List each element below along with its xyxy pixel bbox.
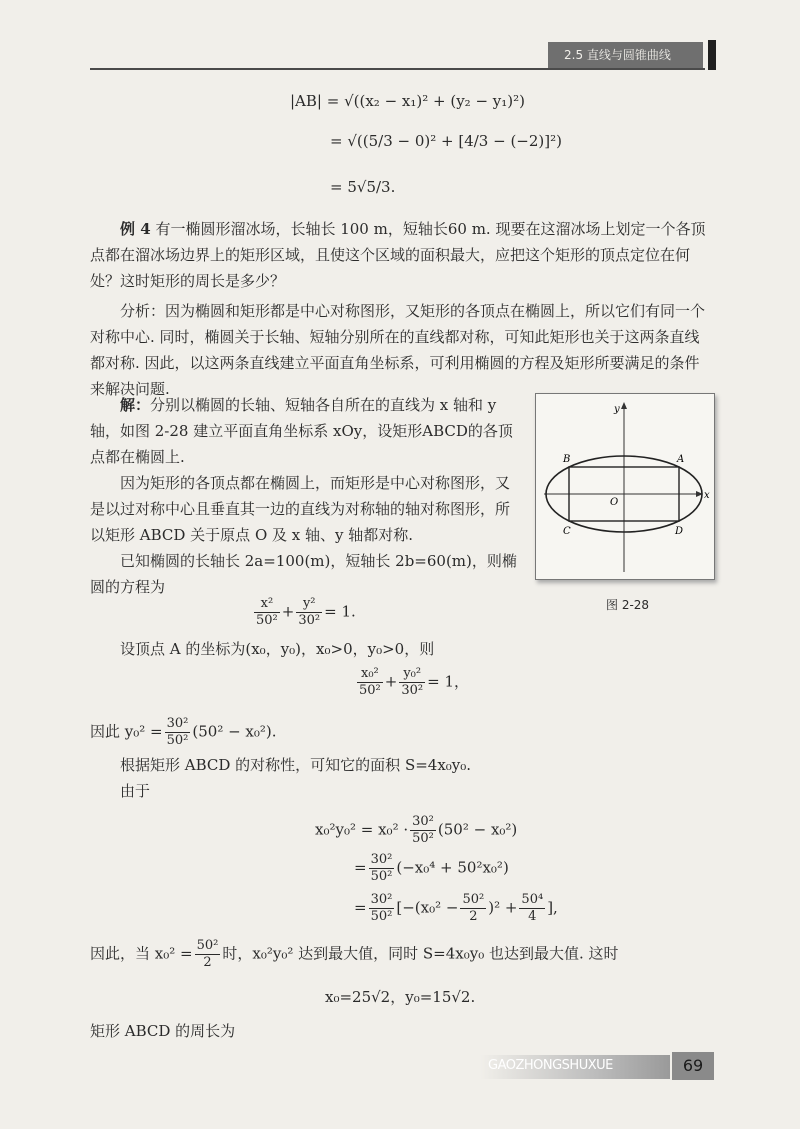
- label-d: D: [675, 526, 684, 537]
- label-c: C: [563, 526, 571, 537]
- analysis-paragraph: 分析：因为椭圆和矩形都是中心对称图形，又矩形的各顶点在椭圆上，所以它们有同一个对称中心. 同时，椭圆关于长轴、短轴分别所在的直线都对称，可知此矩形也关于这两条直线都对称. 因此，以这两条直线建立平面直角坐标系，可利用椭圆的方程及矩形所要满足的条件来解决问题.: [90, 302, 706, 398]
- ellipse-equation: $\frac{\text{x²}}{\text{50²}}$ + $\frac{\text{y²}}{\text{30²}}$ = 1.: [256, 596, 356, 628]
- label-x: x: [704, 490, 710, 501]
- figure-caption: 图 2-28: [606, 598, 650, 612]
- solution-p1: [90, 392, 520, 470]
- calc-line3: = $\frac{\text{30²}}{\text{50²}}$ [−(x₀² − $\frac{\text{50²}}{2}$ )² + $\frac{\text{50⁴}}{4}$ ],: [354, 892, 558, 924]
- point-equation: $\frac{\text{x₀²}}{\text{50²}}$ + $\frac{\text{y₀²}}{\text{30²}}$ = 1，: [359, 666, 469, 698]
- solution-p4: 设顶点 A 的坐标为(x₀，y₀)，x₀>0，y₀>0，则: [120, 640, 435, 658]
- label-a: A: [677, 454, 685, 465]
- example-4: [90, 216, 710, 294]
- solution-p6: 根据矩形 ABCD 的对称性，可知它的面积 S=4x₀y₀.: [120, 756, 472, 774]
- calc-line1: x₀²y₀² = x₀² · $\frac{\text{30²}}{\text{50²}}$ (50² − x₀²): [315, 814, 518, 846]
- solution-p8: 因此，当 x₀² = $\frac{\text{50²}}{2}$ 时，x₀²y₀² 达到最大值，同时 S=4x₀y₀ 也达到最大值. 这时: [90, 938, 619, 970]
- label-y: y: [614, 404, 620, 415]
- eq-ab-line2: = √((5/3 − 0)² + [4/3 − (−2)]²): [330, 132, 562, 150]
- solution-p2: 因为矩形的各顶点都在椭圆上，而矩形是中心对称图形，又是以过对称中心且垂直其一边的直线为对称轴的轴对称图形，所以矩形 ABCD 关于原点 O 及 x 轴、y 轴都对称.: [90, 474, 511, 544]
- example-label: 例 4: [120, 220, 151, 238]
- figure-2-28: [535, 393, 715, 580]
- calc-line2: = $\frac{\text{30²}}{\text{50²}}$ (−x₀⁴ + 50²x₀²): [354, 852, 509, 884]
- y0-formula: 因此 y₀² = $\frac{\text{30²}}{\text{50²}}$ (50² − x₀²).: [90, 716, 277, 748]
- label-b: B: [563, 454, 571, 465]
- y-axis-arrow: [621, 402, 627, 409]
- label-o: O: [610, 497, 619, 508]
- footer-label: GAOZHONGSHUXUE: [488, 1058, 613, 1073]
- solution-p3: 已知椭圆的长轴长 2a=100(m)，短轴长 2b=60(m)，则椭圆的方程为: [90, 552, 517, 596]
- ellipse-diagram: [536, 394, 714, 579]
- frac-y2-b2: $\frac{\text{y²}}{\text{30²}}$: [298, 596, 321, 628]
- eq-ab-line1: |AB| = √((x₂ − x₁)² + (y₂ − y₁)²): [290, 92, 525, 110]
- solution-p7: 由于: [120, 782, 151, 800]
- eq-ab-line3: = 5√5/3.: [330, 178, 396, 196]
- solution-p1-text: 分别以椭圆的长轴、短轴各自所在的直线为 x 轴和 y 轴，如图 2-28 建立平面直角坐标系 xOy，设矩形ABCD的各顶点都在椭圆上.: [90, 396, 513, 466]
- section-header: 2.5 直线与圆锥曲线: [548, 42, 703, 68]
- solution-p10: 矩形 ABCD 的周长为: [90, 1022, 236, 1040]
- example-text: 有一椭圆形溜冰场，长轴长 100 m，短轴长60 m. 现要在这溜冰场上划定一个各顶点都在溜冰场边界上的矩形区域，且使这个区域的面积最大，应把这个矩形的顶点定位在何处？这时矩形的周长是多少？: [90, 220, 706, 290]
- page-number: 69: [672, 1052, 714, 1080]
- header-tab-end: [708, 40, 716, 70]
- frac-x2-a2: $\frac{\text{x²}}{\text{50²}}$: [256, 596, 278, 628]
- solution-p9: x₀=25√2，y₀=15√2.: [325, 988, 476, 1006]
- header-rule: [90, 68, 705, 70]
- solution-label: 解：: [120, 396, 151, 414]
